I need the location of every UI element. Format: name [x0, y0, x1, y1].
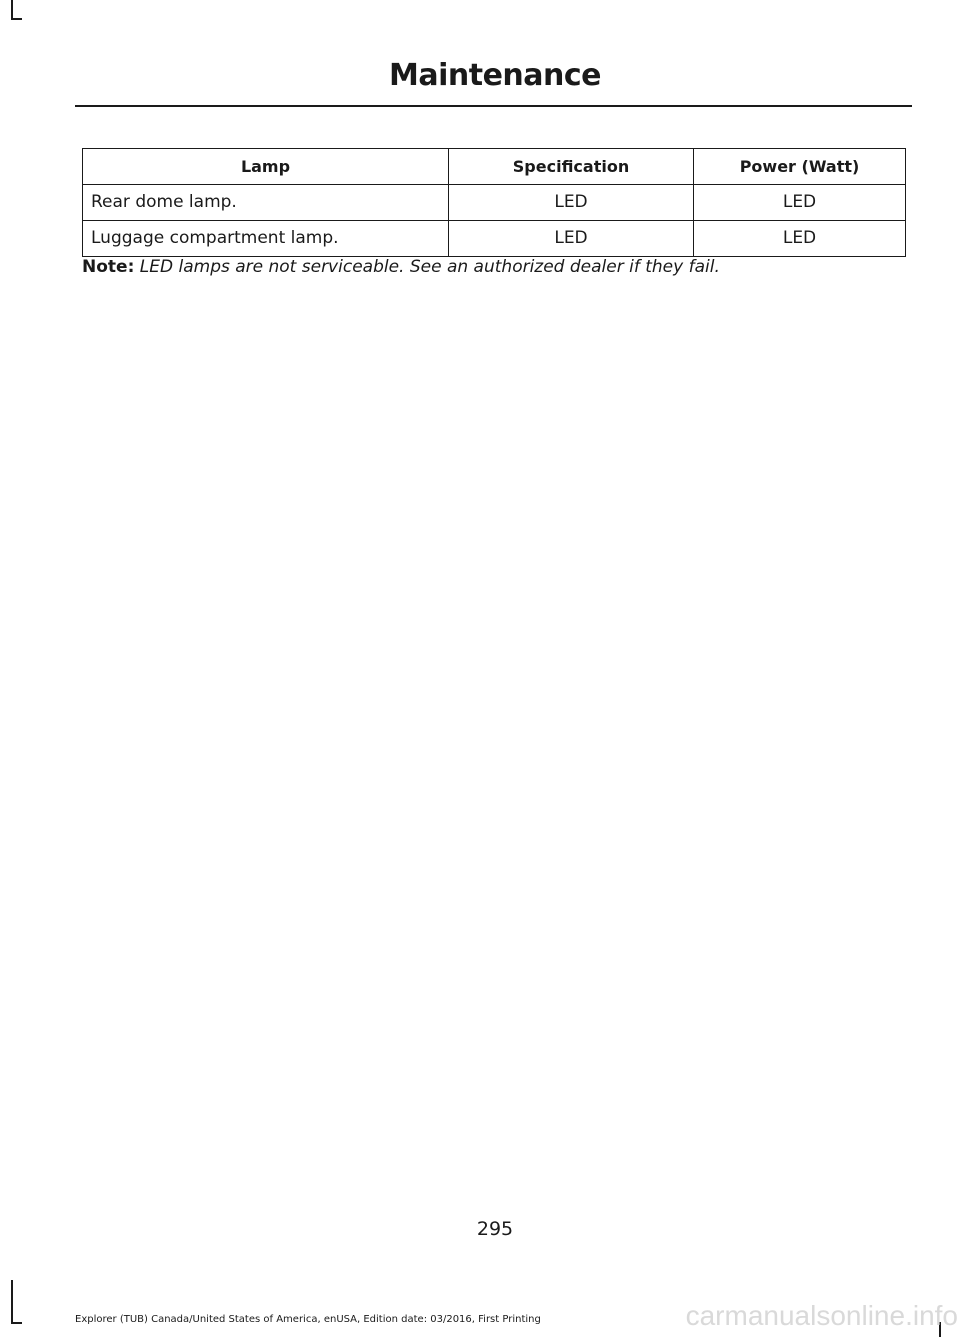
column-header-power: Power (Watt)	[694, 149, 906, 185]
note-label: Note:	[82, 257, 135, 277]
page-title: Maintenance	[388, 58, 601, 93]
crop-mark	[11, 1280, 13, 1324]
table-row	[83, 185, 906, 221]
specification-cell: LED	[449, 221, 694, 257]
title-divider	[75, 105, 912, 107]
column-header-lamp: Lamp	[83, 149, 449, 185]
watermark: carmanualsonline.info	[685, 1300, 958, 1331]
footer-edition-info: Explorer (TUB) Canada/United States of America, enUSA, Edition date: 03/2016, First Printing	[75, 1314, 541, 1325]
power-cell: LED	[694, 221, 906, 257]
crop-mark	[11, 1322, 22, 1324]
lamp-cell: Rear dome lamp.	[83, 185, 449, 221]
specification-cell: LED	[449, 185, 694, 221]
lamp-spec-table	[82, 148, 906, 257]
crop-mark	[11, 18, 22, 20]
table-header-row	[83, 149, 906, 185]
power-cell: LED	[694, 185, 906, 221]
column-header-specification: Specification	[449, 149, 694, 185]
crop-mark	[11, 0, 13, 20]
note	[82, 257, 720, 277]
page-number: 295	[476, 1218, 514, 1240]
table-row	[83, 221, 906, 257]
note-text: LED lamps are not serviceable. See an authorized dealer if they fail.	[139, 257, 720, 277]
lamp-cell: Luggage compartment lamp.	[83, 221, 449, 257]
